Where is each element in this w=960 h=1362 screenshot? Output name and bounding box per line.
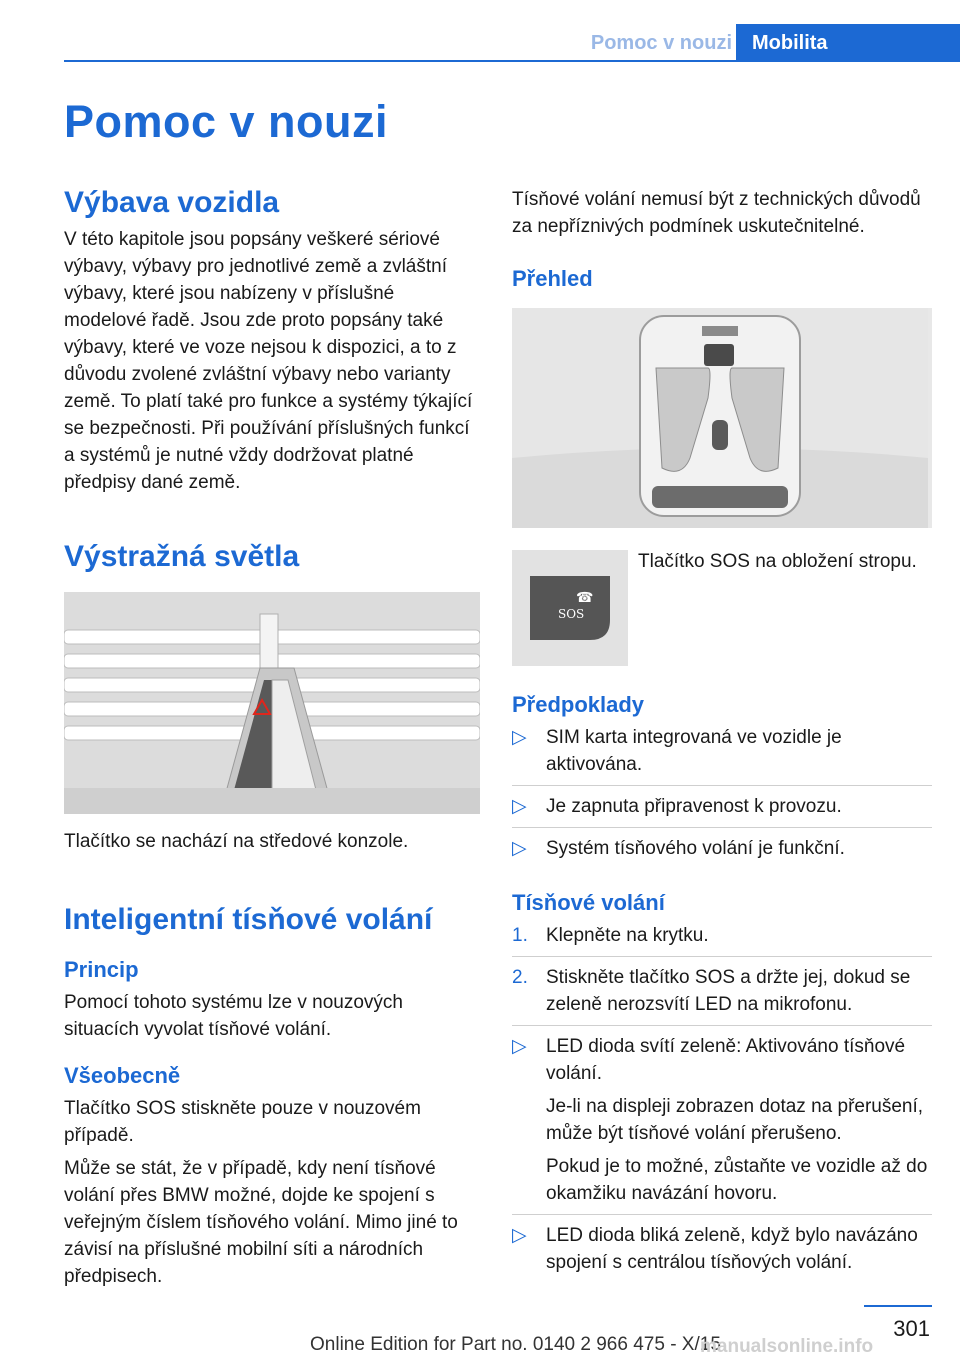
- hazard-heading: Výstražná světla: [64, 540, 300, 573]
- triangle-bullet-icon: ▷: [512, 796, 527, 817]
- general-text-1: Tlačítko SOS stiskněte pouze v nouzovém případě.: [64, 1098, 421, 1146]
- triangle-bullet-icon: ▷: [512, 727, 527, 748]
- equipment-heading: Výbava vozidla: [64, 186, 280, 219]
- triangle-bullet-icon: ▷: [512, 1036, 527, 1057]
- list-item: ▷ LED dioda bliká zeleně, když bylo navázáno spojení s centrálou tísňových volání.: [512, 1214, 932, 1276]
- hazard-caption: Tlačítko se nachází na středové konzole.: [64, 831, 409, 852]
- principle-heading: Princip: [64, 957, 139, 982]
- emergency-call-heading: Tísňové volání: [512, 890, 665, 915]
- overview-heading: Přehled: [512, 266, 593, 291]
- list-item: ▷ LED dioda svítí zeleně: Aktivováno tísňové volání. Je-li na displeji zobrazen dotaz na přerušení, může být tísňové volání přerušeno. Pokud je to možné, zůstaňte ve vozidle až do okamžiku navázání hovoru.: [512, 1025, 932, 1214]
- equipment-text: V této kapitole jsou popsány veškeré sériové výbavy, výbavy pro jednotlivé země a zvláštní výbavy, které jsou nabízeny v příslušné modelové řadě. Jsou zde proto popsány také výbavy, které ve voze nejsou k dispozici, a to z důvodu zvolené zvláštní výbavy nebo varianty země. To platí také pro funkce a systémy týkající se bezpečnosti. Při používání příslušných funkcí a systémů je nutné vždy dodržovat platné předpisy dané země.: [64, 229, 473, 493]
- page-title: Pomoc v nouzi: [64, 96, 389, 147]
- chapter-tab[interactable]: Mobilita: [736, 24, 960, 62]
- list-item: ▷ Systém tísňového volání je funkční.: [512, 827, 932, 862]
- general-heading: Všeobecně: [64, 1063, 181, 1088]
- footer-rule: [864, 1305, 932, 1307]
- roof-console-illustration: [512, 308, 928, 528]
- step-item: 2. Stiskněte tlačítko SOS a držte jej, dokud se zeleně nerozsvítí LED na mikrofonu.: [512, 956, 932, 1025]
- watermark: manualsonline.info: [700, 1336, 874, 1357]
- right-column: [512, 186, 932, 1276]
- sos-detail: [512, 550, 932, 668]
- triangle-bullet-icon: ▷: [512, 1225, 527, 1246]
- step-number: 2.: [512, 967, 528, 988]
- emergency-call-list: [512, 922, 932, 1276]
- note-text: Je-li na displeji zobrazen dotaz na přerušení, může být tísňové volání přerušeno.: [546, 1096, 924, 1144]
- edition-text: Online Edition for Part no. 0140 2 966 475 - X/15: [310, 1334, 721, 1355]
- hazard-button-illustration: [64, 592, 480, 814]
- step-item: 1. Klepněte na krytku.: [512, 922, 932, 956]
- step-number: 1.: [512, 925, 528, 946]
- sos-label: SOS: [558, 607, 585, 621]
- page-number: 301: [893, 1316, 930, 1341]
- sos-figure: [512, 550, 628, 666]
- sos-caption: Tlačítko SOS na obložení stropu.: [638, 551, 917, 572]
- section-tab[interactable]: Pomoc v nouzi: [590, 32, 732, 54]
- overview-figure: [512, 308, 932, 528]
- hazard-figure: [64, 592, 480, 814]
- sos-button-illustration: [512, 550, 628, 666]
- left-column: [64, 186, 480, 1290]
- list-item: ▷ SIM karta integrovaná ve vozidle je aktivována.: [512, 724, 932, 785]
- triangle-bullet-icon: ▷: [512, 838, 527, 859]
- ecall-heading: Inteligentní tísňové volání: [64, 903, 433, 936]
- prerequisites-list: [512, 724, 932, 862]
- principle-text: Pomocí tohoto systému lze v nouzových situacích vyvolat tísňové volání.: [64, 992, 403, 1040]
- list-item: ▷ Je zapnuta připravenost k provozu.: [512, 785, 932, 827]
- note-text: Pokud je to možné, zůstaňte ve vozidle až do okamžiku navázání hovoru.: [546, 1156, 928, 1204]
- header-rule: [64, 60, 960, 62]
- general-text-3: Tísňové volání nemusí být z technických důvodů za nepříznivých podmínek uskutečnitelné.: [512, 189, 921, 237]
- general-text-2: Může se stát, že v případě, kdy není tísňové volání přes BMW možné, dojde ke spojení s veřejným číslem tísňového volání. Mimo jiné to závisí na příslušné mobilní síti a národních předpisech.: [64, 1158, 458, 1287]
- page-header: [64, 24, 960, 62]
- prerequisites-heading: Předpoklady: [512, 692, 645, 717]
- phone-icon: ☎: [576, 589, 594, 605]
